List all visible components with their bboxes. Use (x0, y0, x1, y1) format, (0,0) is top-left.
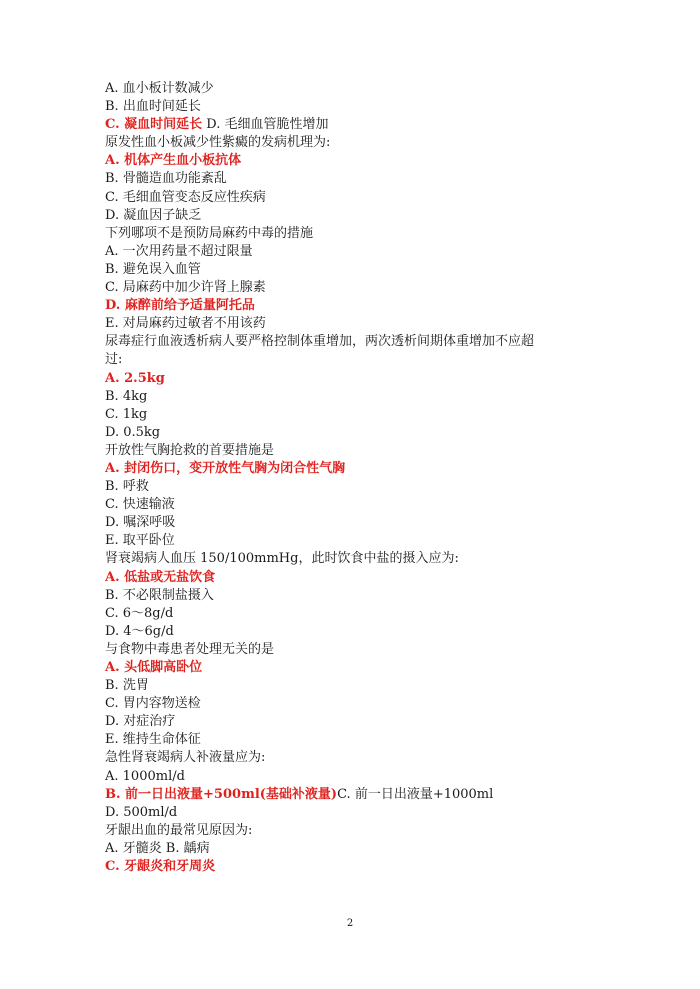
text-line (105, 478, 625, 496)
text-line (105, 351, 625, 369)
text-segment: D. 500ml/d (105, 804, 178, 820)
text-segment: B. 4kg (105, 388, 148, 404)
correct-answer-text: B. 前一日出液量+500ml(基础补液量) (105, 786, 338, 802)
text-line (105, 388, 625, 406)
text-segment: A. 1000ml/d (105, 768, 185, 784)
text-line (105, 333, 625, 351)
correct-answer-text: A. 2.5kg (105, 370, 165, 386)
text-segment: D. 0.5kg (105, 424, 161, 440)
correct-answer-text: A. 机体产生血小板抗体 (105, 153, 242, 169)
text-line (105, 98, 625, 116)
text-line (105, 189, 625, 207)
text-segment: 尿毒症行血液透析病人要严格控制体重增加，两次透析间期体重增加不应超 (105, 334, 535, 350)
text-line (105, 532, 625, 550)
text-line (105, 514, 625, 532)
text-line (105, 840, 625, 858)
text-segment: D. 凝血因子缺乏 (105, 207, 202, 223)
correct-answer-text: A. 头低脚高卧位 (105, 660, 203, 675)
text-segment: E. 维持生命体征 (105, 732, 201, 748)
text-segment: 牙龈出血的最常见原因为: (105, 822, 253, 838)
correct-answer-text: D. 麻醉前给予适量阿托品 (105, 298, 255, 314)
correct-answer-text: C. 凝血时间延长 (105, 117, 203, 133)
text-segment: 肾衰竭病人血压 150/100mmHg，此时饮食中盐的摄入应为: (105, 551, 459, 567)
text-line (105, 804, 625, 822)
text-line (105, 659, 625, 677)
text-segment: 与食物中毒患者处理无关的是 (105, 641, 275, 657)
text-line (105, 406, 625, 424)
text-line (105, 677, 625, 695)
text-segment: D. 毛细血管脆性增加 (202, 117, 329, 133)
text-line (105, 442, 625, 460)
text-line (105, 170, 625, 188)
text-line (105, 731, 625, 749)
text-segment: B. 出血时间延长 (105, 99, 201, 115)
text-segment: 原发性血小板减少性紫癜的发病机理为: (105, 135, 331, 151)
text-line (105, 225, 625, 243)
text-segment: C. 6～8g/d (105, 605, 174, 621)
question-list (105, 80, 625, 876)
text-segment: B. 洗胃 (105, 678, 149, 694)
text-line (105, 279, 625, 297)
text-line (105, 858, 625, 876)
text-line (105, 460, 625, 478)
text-segment: C. 前一日出液量+1000ml (337, 786, 494, 802)
text-line (105, 713, 625, 731)
text-segment: A. 牙髓炎 B. 龋病 (105, 840, 210, 856)
text-line (105, 768, 625, 786)
text-segment: 过: (105, 352, 123, 368)
text-segment: D. 对症治疗 (105, 714, 176, 730)
text-segment: C. 局麻药中加少许肾上腺素 (105, 280, 266, 296)
text-line (105, 641, 625, 659)
text-line (105, 550, 625, 568)
text-segment: B. 呼救 (105, 479, 149, 495)
text-line (105, 605, 625, 623)
text-line (105, 297, 625, 315)
text-line (105, 116, 625, 134)
text-line (105, 80, 625, 98)
text-line (105, 695, 625, 713)
text-segment: C. 胃内容物送检 (105, 696, 201, 712)
text-segment: C. 快速输液 (105, 497, 175, 513)
text-segment: B. 不必限制盐摄入 (105, 587, 214, 603)
text-segment: A. 血小板计数减少 (105, 81, 214, 96)
text-segment: D. 嘱深呼吸 (105, 515, 176, 531)
text-segment: 开放性气胸抢救的首要措施是 (105, 442, 275, 458)
text-line (105, 370, 625, 388)
page-number: 2 (346, 918, 354, 929)
correct-answer-text: C. 牙龈炎和牙周炎 (105, 859, 216, 875)
correct-answer-text: A. 封闭伤口，变开放性气胸为闭合性气胸 (105, 460, 346, 476)
text-line (105, 569, 625, 587)
text-segment: 急性肾衰竭病人补液量应为: (105, 750, 266, 766)
text-line (105, 261, 625, 279)
correct-answer-text: A. 低盐或无盐饮食 (105, 569, 216, 585)
text-segment: E. 对局麻药过敏者不用该药 (105, 316, 266, 332)
text-line (105, 496, 625, 514)
text-segment: B. 避免误入血管 (105, 261, 201, 277)
text-line (105, 243, 625, 261)
text-line (105, 623, 625, 641)
text-segment: C. 毛细血管变态反应性疾病 (105, 189, 266, 205)
text-line (105, 822, 625, 840)
text-line (105, 207, 625, 225)
text-line (105, 587, 625, 605)
text-line (105, 786, 625, 804)
text-segment: D. 4～6g/d (105, 623, 174, 639)
text-line (105, 424, 625, 442)
text-segment: C. 1kg (105, 406, 148, 422)
text-segment: E. 取平卧位 (105, 533, 175, 549)
text-line (105, 134, 625, 152)
text-segment: B. 骨髓造血功能紊乱 (105, 171, 227, 187)
text-line (105, 315, 625, 333)
text-line (105, 152, 625, 170)
text-line (105, 749, 625, 767)
text-segment: A. 一次用药量不超过限量 (105, 243, 253, 259)
text-segment: 下列哪项不是预防局麻药中毒的措施 (105, 225, 314, 241)
